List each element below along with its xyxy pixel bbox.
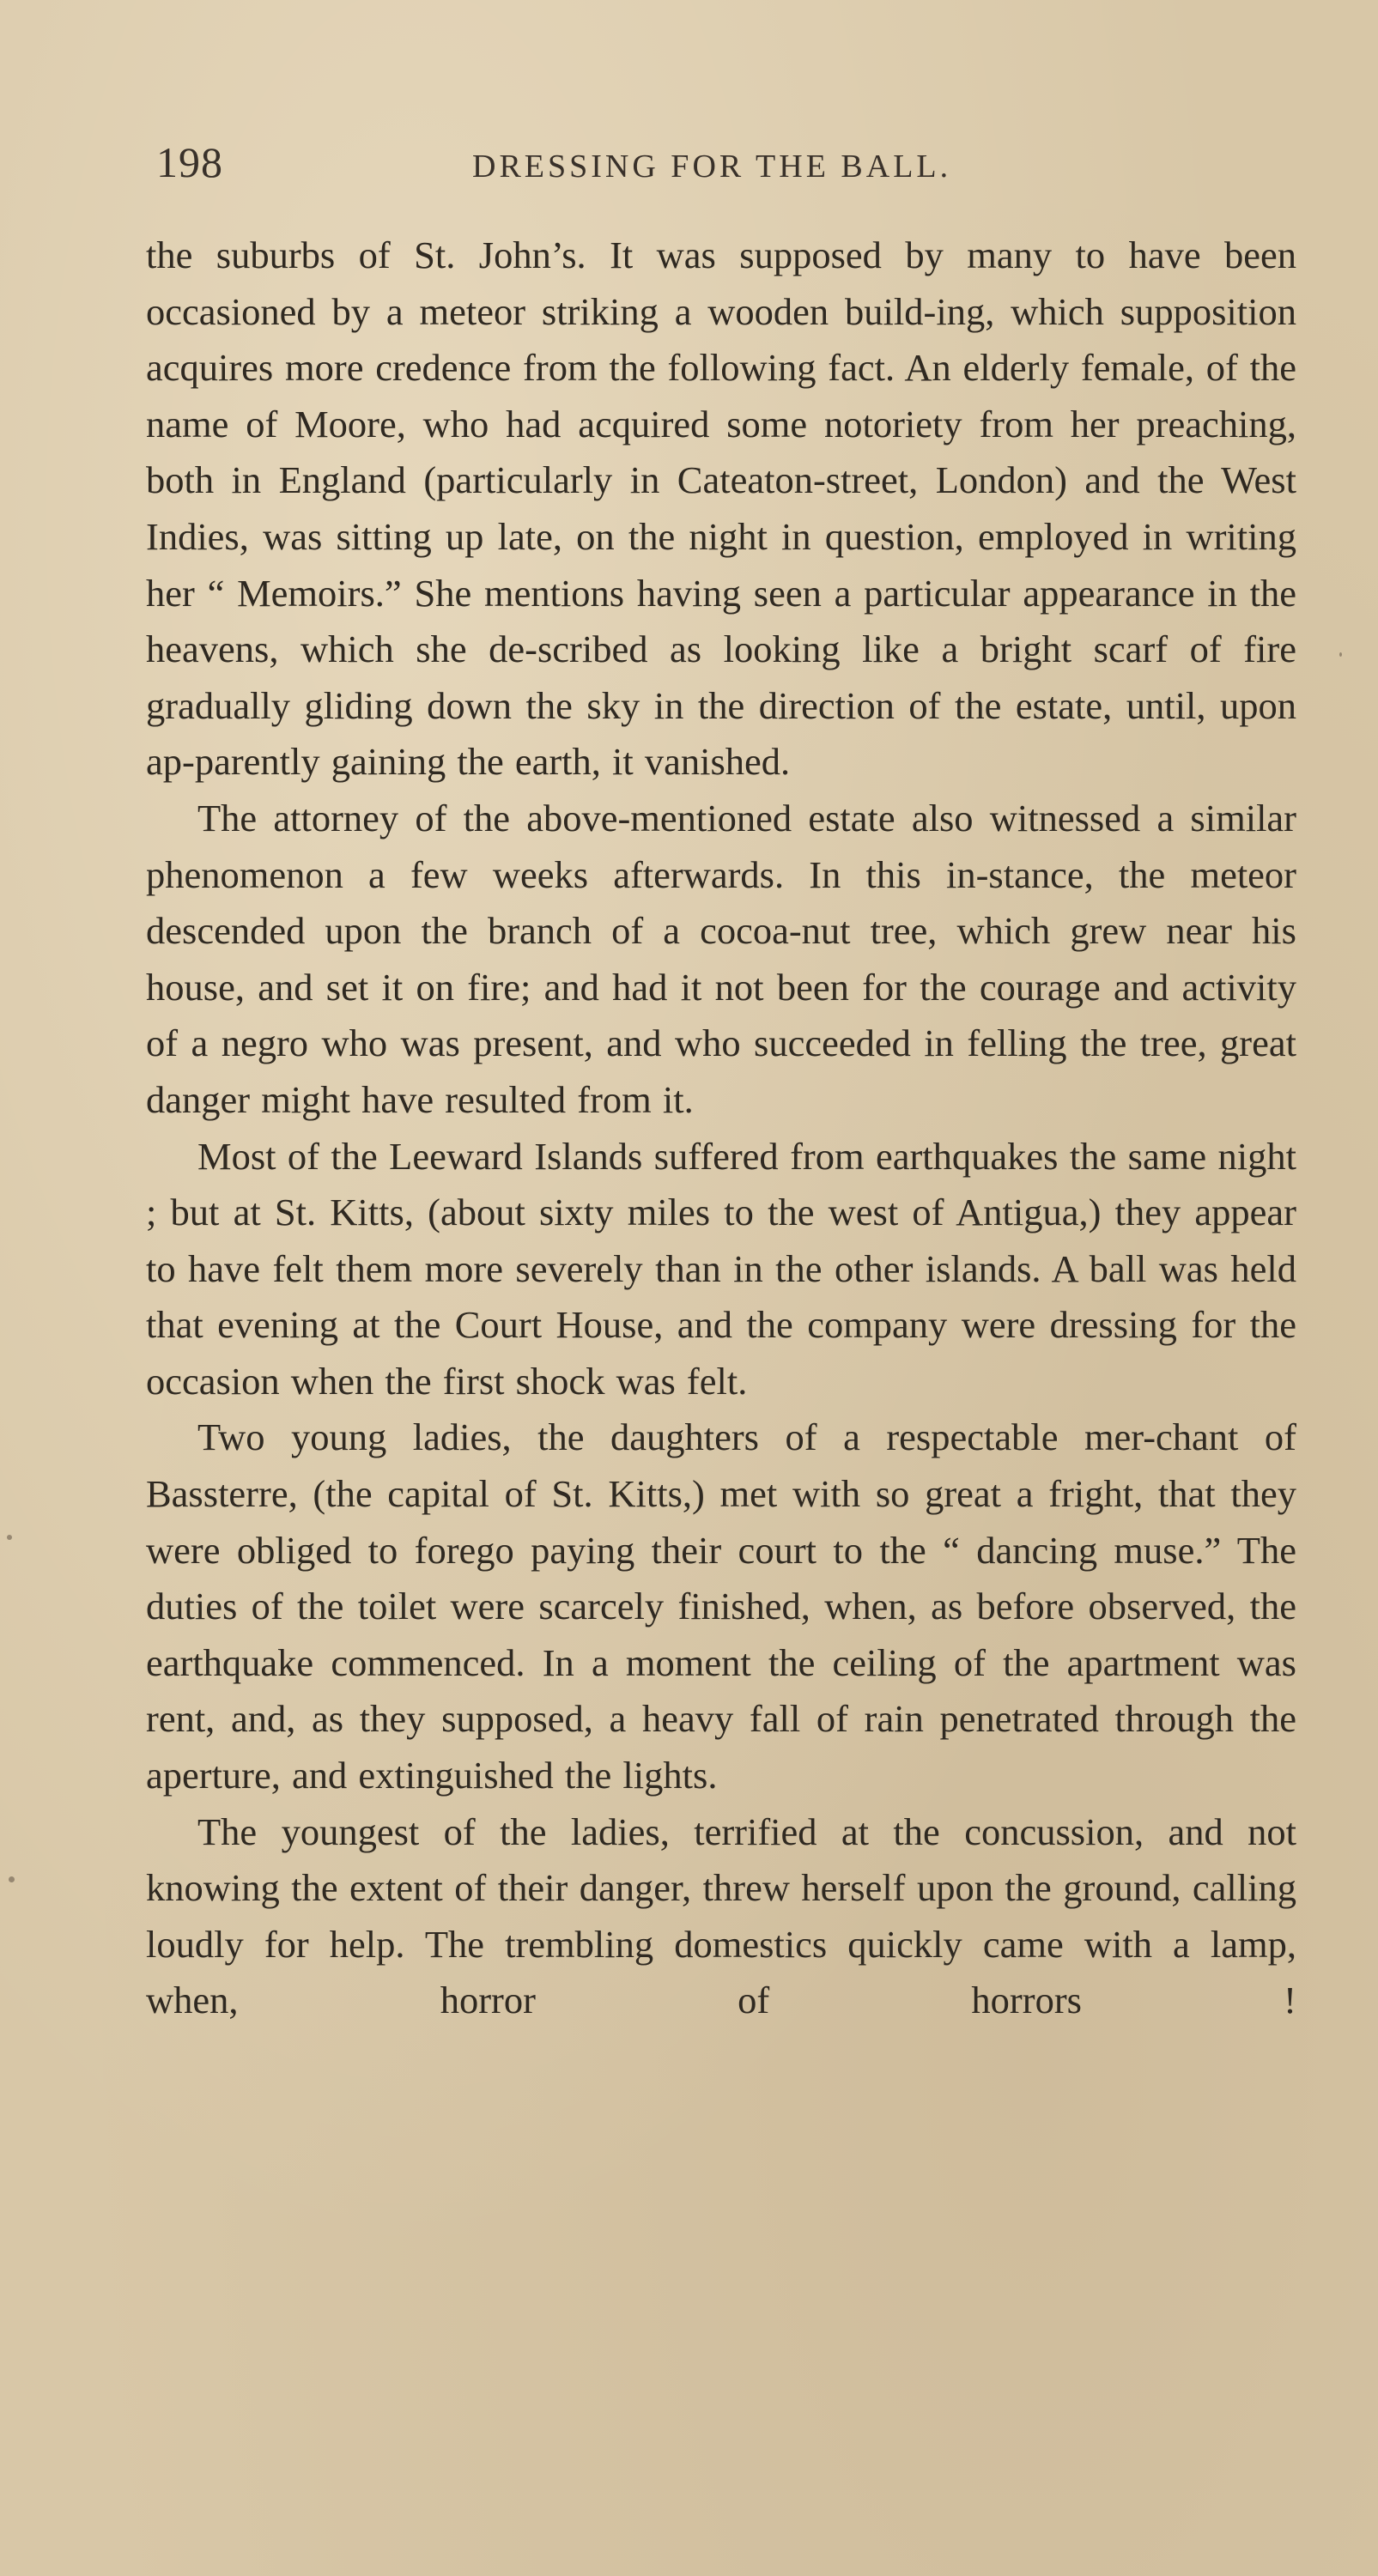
body-text (146, 227, 1296, 2029)
running-title: DRESSING FOR THE BALL. (472, 148, 952, 185)
paragraph: The attorney of the above-mentioned estate also witnessed a similar phenomenon a few weeks afterwards. In this in-stance, the meteor descended upon the branch of a cocoa-nut tree, which grew near his house, and set it on fire; and had it not been for the courage and activity of a negro who was present, and who succeeded in felling the tree, great danger might have resulted from it. (146, 796, 1296, 1121)
page-number: 198 (156, 138, 223, 186)
paragraph: The youngest of the ladies, terrified at the concussion, and not knowing the extent of their danger, threw herself upon the ground, calling loudly for help. The trembling domestics quickly came with a lamp, when, horror of horrors ! (146, 1809, 1296, 2022)
paragraph: Most of the Leeward Islands suffered from earthquakes the same night ; but at St. Kitts, (about sixty miles to the west of Antigua,) they appear to have felt them more severely than in the other islands. A ball was held that evening at the Court House, and the company were dressing for the occasion when the first shock was felt. (146, 1134, 1296, 1403)
paper-speck (7, 1535, 12, 1540)
paragraph: Two young ladies, the daughters of a respectable mer-chant of Bassterre, (the capital of St. Kitts,) met with so great a fright, that they were obliged to forego paying their court to the “ dancing muse.” The duties of the toilet were scarcely finished, when, as before observed, the earthquake commenced. In a moment the ceiling of the apartment was rent, and, as they supposed, a heavy fall of rain penetrated through the aperture, and extinguished the lights. (146, 1415, 1296, 1797)
paper-speck (1339, 652, 1342, 657)
paragraph-continued: the suburbs of St. John’s. It was supposed by many to have been occasioned by a meteor striking a wooden build-ing, which supposition acquires more credence from the following fact. An elderly female, of the name of Moore, who had acquired some notoriety from her preaching, both in England (particularly in Cateaton-street, London) and the West Indies, was sitting up late, on the night in question, employed in writing her “ Memoirs.” She mentions having seen a particular appearance in the heavens, which she de-scribed as looking like a bright scarf of fire gradually gliding down the sky in the direction of the estate, until, upon ap-parently gaining the earth, it vanished. (146, 233, 1296, 784)
running-head (146, 137, 1296, 197)
paper-speck (9, 1876, 15, 1882)
